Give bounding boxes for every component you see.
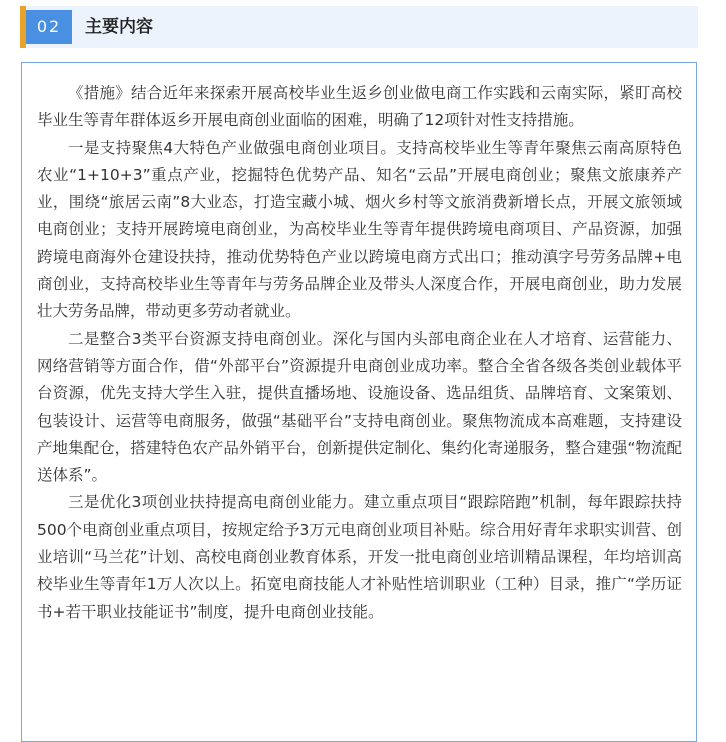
paragraph-industries: 一是支持聚焦4大特色产业做强电商创业项目。支持高校毕业生等青年聚焦云南高原特色农业“1+10+3”重点产业，挖掘特色优势产品、知名“云品”开展电商创业；聚焦文旅康养产业，围绕“旅居云南”8大业态，打造宝藏小城、烟火乡村等文旅消费新增长点，开展文旅领域电商创业；支持开展跨境电商创业，为高校毕业生等青年提供跨境电商项目、产品资源，加强跨境电商海外仓建设扶持，推动优势特色产业以跨境电商方式出口；推动滇字号劳务品牌+电商创业，支持高校毕业生等青年与劳务品牌企业及带头人深度合作，开展电商创业，助力发展壮大劳务品牌，带动更多劳动者就业。 (37, 138, 682, 321)
paragraph-support: 三是优化3项创业扶持提高电商创业能力。建立重点项目“跟踪陪跑”机制，每年跟踪扶持500个电商创业重点项目，按规定给予3万元电商创业项目补贴。综合用好青年求职实训营、创业培训“马兰花”计划、高校电商创业教育体系，开发一批电商创业培训精品课程，年均培训高校毕业生等青年1万人次以上。拓宽电商技能人才补贴性培训职业（工种）目录，推广“学历证书+若干职业技能证书”制度，提升电商创业技能。 (37, 493, 682, 621)
paragraph-platforms: 二是整合3类平台资源支持电商创业。深化与国内头部电商企业在人才培育、运营能力、网络营销等方面合作，借“外部平台”资源提升电商创业成功率。整合全省各级各类创业载体平台资源，优先支持大学生入驻，提供直播场地、设施设备、选品组货、品牌培育、文案策划、包装设计、运营等电商服务，做强“基础平台”支持电商创业。聚焦物流成本高难题，支持建设产地集配仓，搭建特色农产品外销平台，创新提供定制化、集约化寄递服务，整合建强“物流配送体系”。 (37, 329, 682, 485)
section-title: 主要内容 (85, 17, 153, 37)
section-number-badge: 02 (26, 10, 72, 44)
content-box (21, 62, 697, 742)
paragraph-intro: 《措施》结合近年来探索开展高校毕业生返乡创业做电商工作实践和云南实际，紧盯高校毕业生等青年群体返乡开展电商创业面临的困难，明确了12项针对性支持措施。 (37, 84, 682, 130)
